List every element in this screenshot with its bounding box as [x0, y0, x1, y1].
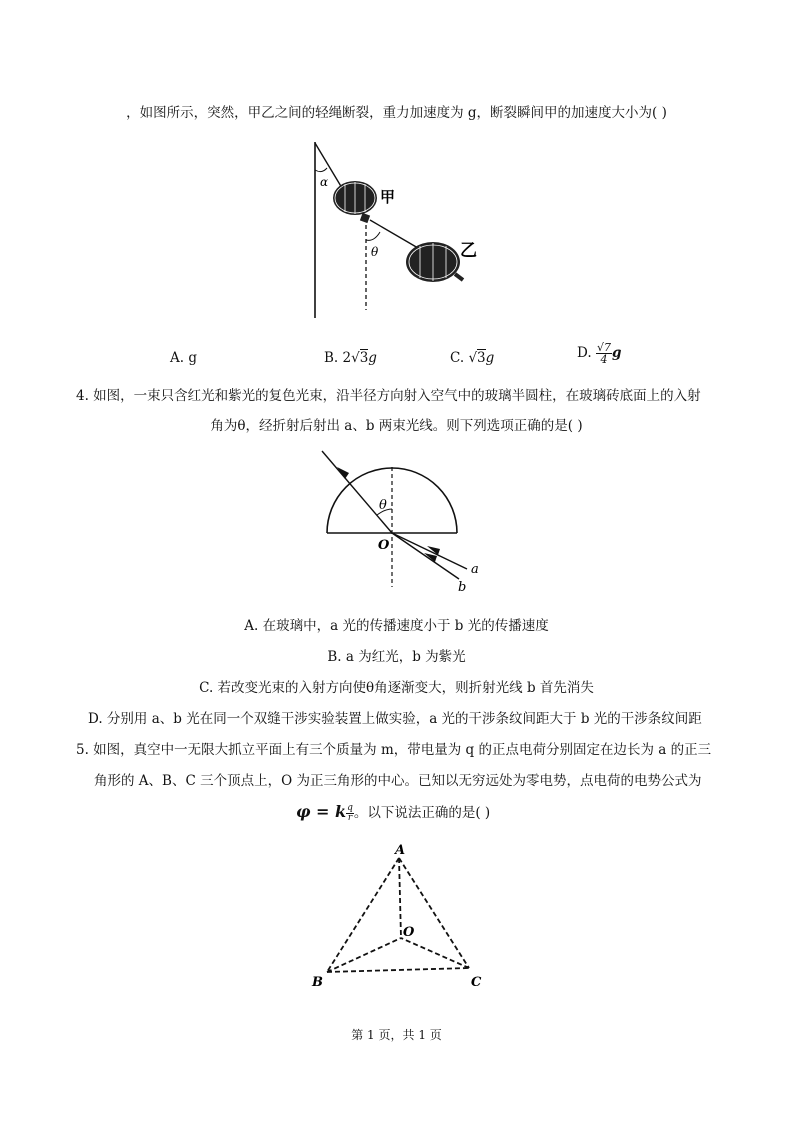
- q5-formula-fraction: [346, 804, 354, 823]
- q3-option-c-prefix: C.: [450, 350, 469, 366]
- q3-option-d-fraction: [596, 342, 612, 365]
- sqrt-icon: √: [468, 350, 478, 366]
- q3-lantern-figure: [300, 140, 490, 325]
- q5-line3-text: 。以下说法正确的是( ): [353, 805, 491, 821]
- q3-option-c[interactable]: [450, 350, 494, 366]
- q4-option-c[interactable]: C. 若改变光束的入射方向使θ角逐渐变大，则折射光线 b 首先消失: [199, 680, 594, 696]
- lantern-jia: [333, 181, 377, 223]
- q3-option-d-prefix: D.: [577, 345, 596, 361]
- q5-vertex-a-label: A: [395, 843, 406, 858]
- q3-option-b-radicand: 3: [359, 350, 369, 366]
- q3-option-d[interactable]: [577, 342, 621, 365]
- page-footer: 第 1 页，共 1 页: [351, 1028, 442, 1042]
- q5-vertex-c-label: C: [471, 975, 482, 990]
- q4-b-label: b: [458, 580, 467, 595]
- q4-option-b[interactable]: B. a 为红光，b 为紫光: [327, 649, 466, 665]
- q3-option-d-numerator: √7: [596, 341, 611, 354]
- q4-option-d[interactable]: D. 分别用 a、b 光在同一个双缝干涉实验装置上做实验，a 光的干涉条纹间距大于 b 光的干涉条纹间距: [88, 711, 702, 727]
- alpha-label: α: [320, 175, 329, 189]
- q3-option-c-radicand: 3: [477, 350, 486, 366]
- q5-center-o-label: O: [403, 925, 415, 940]
- q3-stem: ，如图所示，突然，甲乙之间的轻绳断裂，重力加速度为 g，断裂瞬间甲的加速度大小为( ): [126, 105, 667, 121]
- q5-line2: 角形的 A、B、C 三个顶点上，O 为正三角形的中心。已知以无穷远处为零电势，点电荷的电势公式为: [94, 773, 702, 789]
- q5-formula-denominator: r: [347, 813, 353, 823]
- q4-theta-label: θ: [379, 498, 387, 513]
- q5-vertex-b-label: B: [312, 975, 323, 990]
- jia-label: 甲: [380, 188, 396, 206]
- q3-option-d-g: g: [611, 345, 622, 361]
- yi-label: 乙: [460, 241, 477, 261]
- q3-option-c-g: g: [485, 350, 495, 366]
- q3-option-b[interactable]: [324, 350, 377, 366]
- q3-option-b-g: g: [368, 350, 377, 366]
- q5-formula: φ = k: [296, 802, 347, 821]
- q5-triangle-figure: [305, 838, 495, 993]
- q4-semicircle-figure: [315, 445, 490, 595]
- sqrt-icon: √: [351, 350, 360, 366]
- q5-formula-numerator: q: [347, 803, 353, 813]
- q4-option-a[interactable]: A. 在玻璃中，a 光的传播速度小于 b 光的传播速度: [244, 618, 549, 634]
- q5-line1: 5. 如图，真空中一无限大抓立平面上有三个质量为 m，带电量为 q 的正点电荷分别固定在边长为 a 的正三: [76, 742, 712, 758]
- theta-label: θ: [371, 245, 379, 259]
- q3-option-d-denominator: 4: [600, 353, 608, 366]
- q4-line1: 4. 如图，一束只含红光和紫光的复色光束，沿半径方向射入空气中的玻璃半圆柱，在玻璃砖底面上的入射: [76, 388, 701, 404]
- q5-line3: [296, 802, 490, 823]
- q4-o-label: O: [378, 538, 390, 553]
- q3-option-b-prefix: B. 2: [324, 350, 352, 366]
- lantern-yi: [406, 242, 463, 282]
- q4-a-label: a: [471, 562, 479, 577]
- q4-line2: 角为θ，经折射后射出 a、b 两束光线。则下列选项正确的是( ): [210, 418, 583, 434]
- q3-option-a[interactable]: A. g: [170, 350, 197, 366]
